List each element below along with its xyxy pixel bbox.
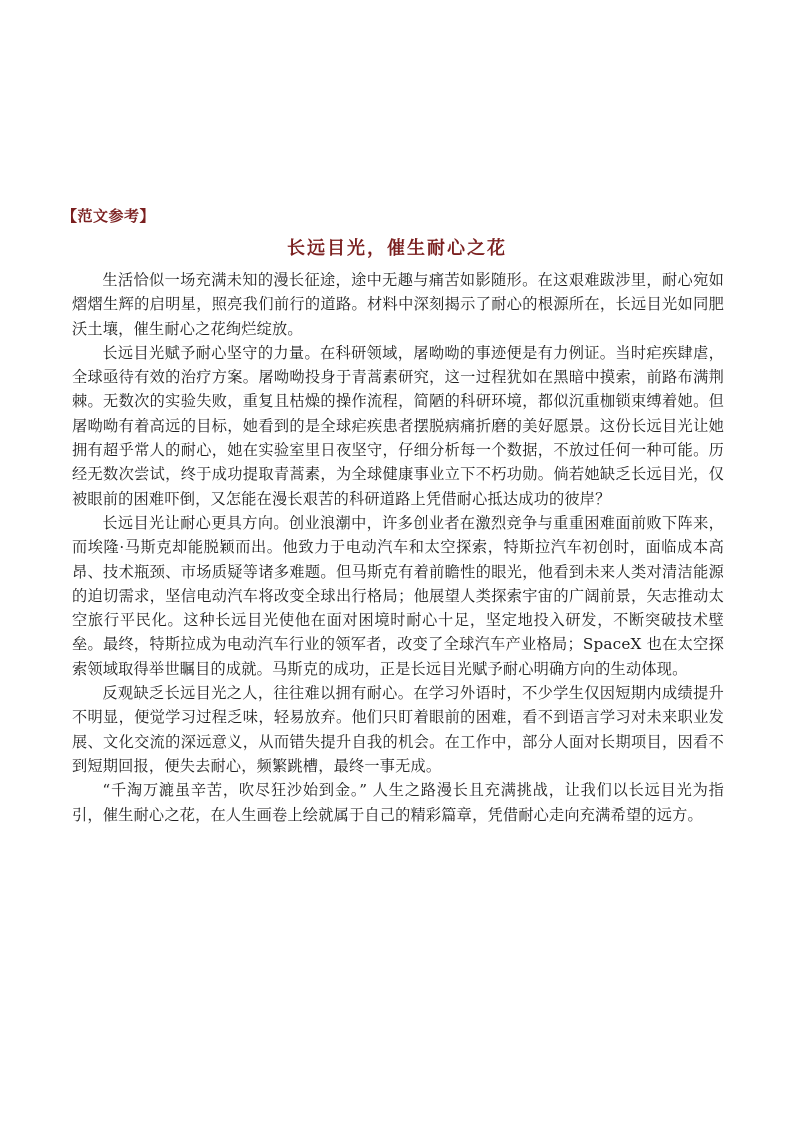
essay-title: 长远目光，催生耐心之花	[287, 238, 507, 259]
paragraph-counterexample: 反观缺乏长远目光之人，往往难以拥有耐心。在学习外语时，不少学生仅因短期内成绩提升不明显，便觉学习过程乏味，轻易放弃。他们只盯着眼前的困难，看不到语言学习对未来职业发展、文化交流的深远意义，从而错失提升自我的机会。在工作中，部分人面对长期项目，因看不到短期回报，便失去耐心，频繁跳槽，最终一事无成。	[72, 684, 724, 775]
paragraph-tu-youyou: 长远目光赋予耐心坚守的力量。在科研领域，屠呦呦的事迹便是有力例证。当时疟疾肆虐，全球亟待有效的治疗方案。屠呦呦投身于青蒿素研究，这一过程犹如在黑暗中摸索，前路布满荆棘。无数次的实验失败，重复且枯燥的操作流程，简陋的科研环境，都似沉重枷锁束缚着她。但屠呦呦有着高远的目标，她看到的是全球疟疾患者摆脱病痛折磨的美好愿景。这份长远目光让她拥有超乎常人的耐心，她在实验室里日夜坚守，仔细分析每一个数据，不放过任何一种可能。历经无数次尝试，终于成功提取青蒿素，为全球健康事业立下不朽功勋。倘若她缺乏长远目光，仅被眼前的困难吓倒，又怎能在漫长艰苦的科研道路上凭借耐心抵达成功的彼岸？	[72, 343, 724, 508]
paragraph-intro: 生活恰似一场充满未知的漫长征途，途中无趣与痛苦如影随形。在这艰难跋涉里，耐心宛如熠熠生辉的启明星，照亮我们前行的道路。材料中深刻揭示了耐心的根源所在，长远目光如同肥沃土壤，催生耐心之花绚烂绽放。	[72, 271, 724, 338]
paragraph-conclusion: “千淘万漉虽辛苦，吹尽狂沙始到金。” 人生之路漫长且充满挑战，让我们以长远目光为指引，催生耐心之花，在人生画卷上绘就属于自己的精彩篇章，凭借耐心走向充满希望的远方。	[72, 781, 724, 824]
essay-body	[72, 268, 724, 827]
paragraph-musk: 长远目光让耐心更具方向。创业浪潮中，许多创业者在激烈竞争与重重困难面前败下阵来，而埃隆·马斯克却能脱颖而出。他致力于电动汽车和太空探索，特斯拉汽车初创时，面临成本高昂、技术瓶颈、市场质疑等诸多难题。但马斯克有着前瞻性的眼光，他看到未来人类对清洁能源的迫切需求，坚信电动汽车将改变全球出行格局；他展望人类探索宇宙的广阔前景，矢志推动太空旅行平民化。这种长远目光使他在面对困境时耐心十足，坚定地投入研发，不断突破技术壁垒。最终，特斯拉成为电动汽车行业的领军者，改变了全球汽车产业格局；SpaceX 也在太空探索领域取得举世瞩目的成就。马斯克的成功，正是长远目光赋予耐心明确方向的生动体现。	[72, 513, 724, 678]
section-label: 【范文参考】	[62, 207, 156, 225]
